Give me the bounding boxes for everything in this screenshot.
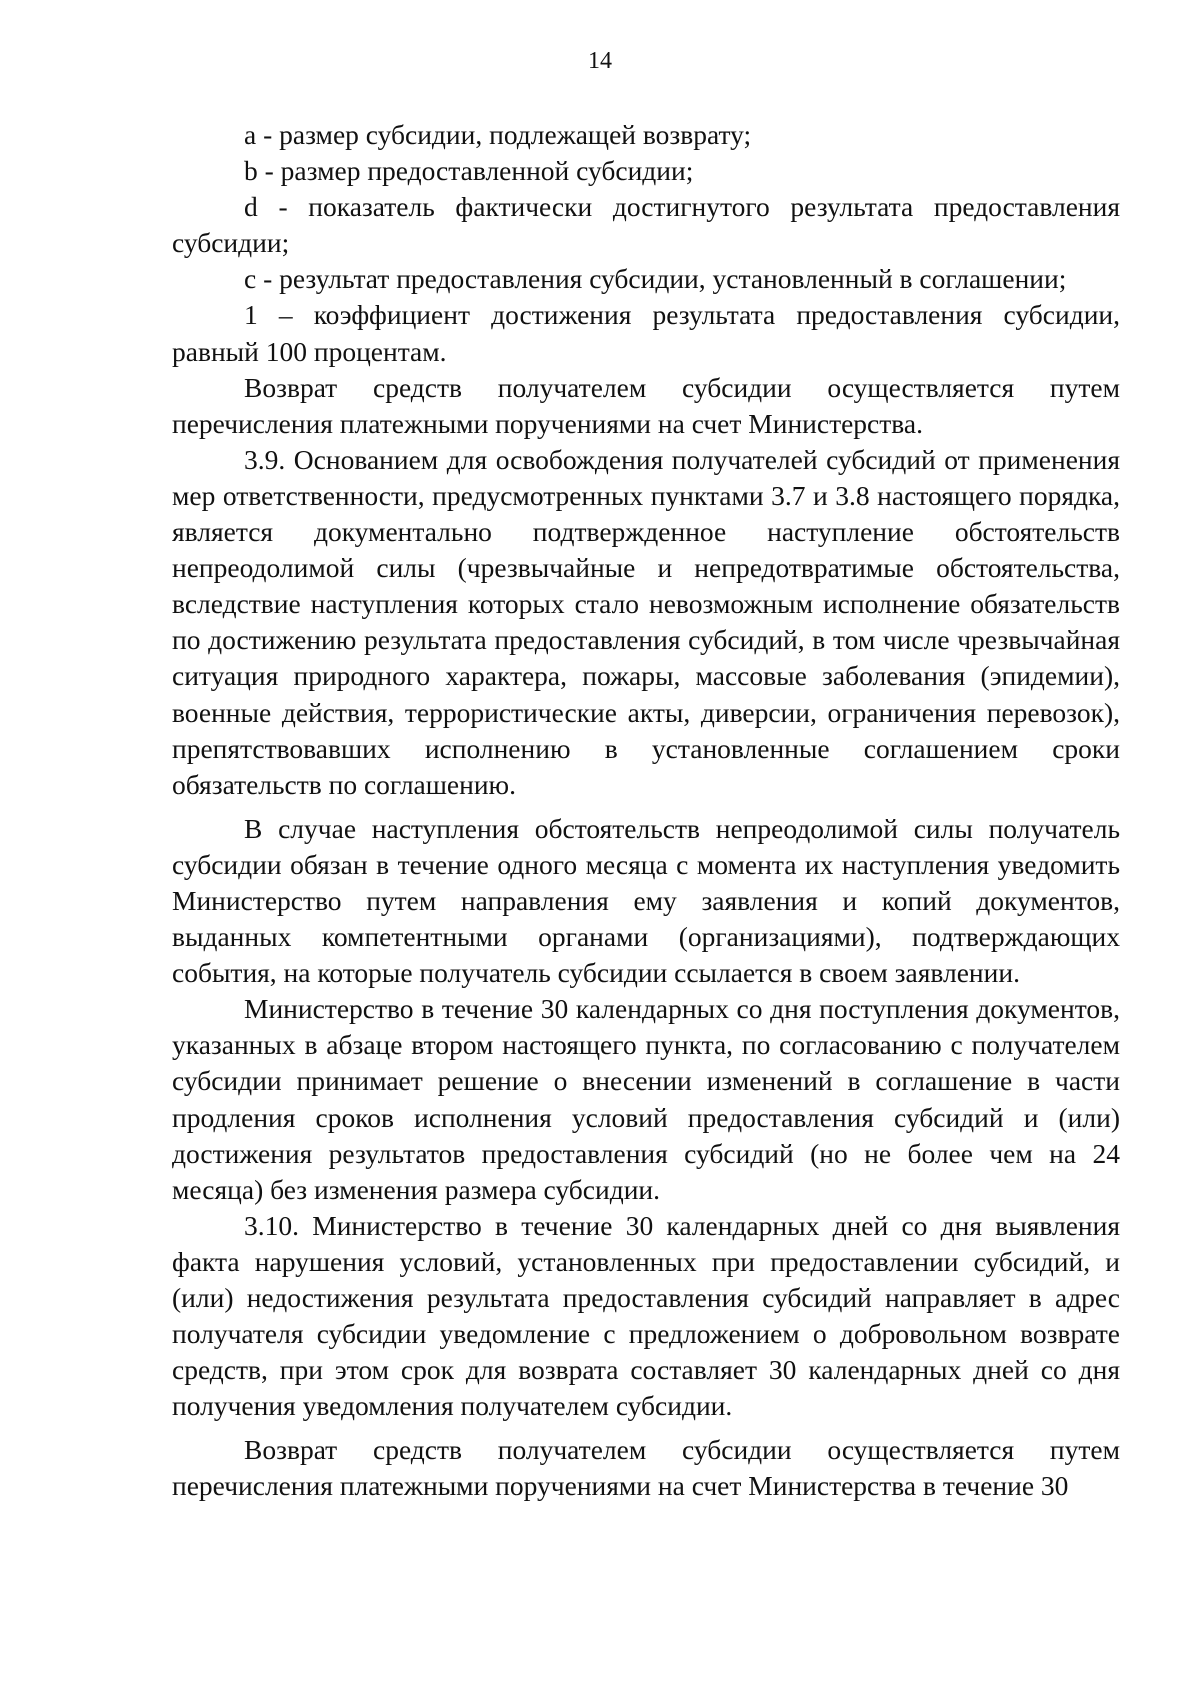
definition-coefficient: 1 – коэффициент достижения результата предоставления субсидии, равный 100 процентам. <box>172 299 1120 367</box>
definition-a: a - размер субсидии, подлежащей возврату; <box>244 119 752 150</box>
paragraph-refund-procedure: Возврат средств получателем субсидии осуществляется путем перечисления платежными поручениями на счет Министерства. <box>172 371 1120 439</box>
definition-d: d - показатель фактически достигнутого результата предоставления субсидии; <box>172 191 1120 259</box>
definition-c: c - результат предоставления субсидии, установленный в соглашении; <box>244 263 1067 295</box>
definition-b: b - размер предоставленной субсидии; <box>244 155 694 187</box>
page-number: 14 <box>588 48 612 74</box>
document-body <box>172 117 1120 1505</box>
paragraph-3-10: 3.10. Министерство в течение 30 календарных дней со дня выявления факта нарушения условий, установленных при предоставлении субсидий, и (или) недостижения результата предоставления субсидий направляет в адрес получателя субсидии уведомление с предложением о добровольном возврате средств, при этом срок для возврата составляет 30 календарных дней со дня получения уведомления получателем субсидии. <box>172 1209 1120 1422</box>
paragraph-force-majeure-notice: В случае наступления обстоятельств непреодолимой силы получатель субсидии обязан в течение одного месяца с момента их наступления уведомить Министерство путем направления ему заявления и копий документов, выданных компетентными органами (организациями), подтверждающих события, на которые получатель субсидии ссылается в своем заявлении. <box>172 812 1120 989</box>
paragraph-ministry-decision: Министерство в течение 30 календарных со дня поступления документов, указанных в абзаце втором настоящего пункта, по согласованию с получателем субсидии принимает решение о внесении изменений в соглашение в части продления сроков исполнения условий предоставления субсидий и (или) достижения результатов предоставления субсидий (но не более чем на 24 месяца) без изменения размера субсидии. <box>172 993 1120 1205</box>
paragraph-3-9: 3.9. Основанием для освобождения получателей субсидий от применения мер ответственности, предусмотренных пунктами 3.7 и 3.8 настоящего порядка, является документально подтвержденное наступление обстоятельств непреодолимой силы (чрезвычайные и непредотвратимые обстоятельства, вследствие наступления которых стало невозможным исполнение обязательств по достижению результата предоставления субсидий, в том числе чрезвычайная ситуация природного характера, пожары, массовые заболевания (эпидемии), военные действия, террористические акты, диверсии, ограничения перевозок), препятствовавших исполнению в установленные соглашением сроки обязательств по соглашению. <box>172 443 1120 800</box>
paragraph-refund-deadline: Возврат средств получателем субсидии осуществляется путем перечисления платежными поручениями на счет Министерства в течение 30 <box>172 1434 1120 1502</box>
